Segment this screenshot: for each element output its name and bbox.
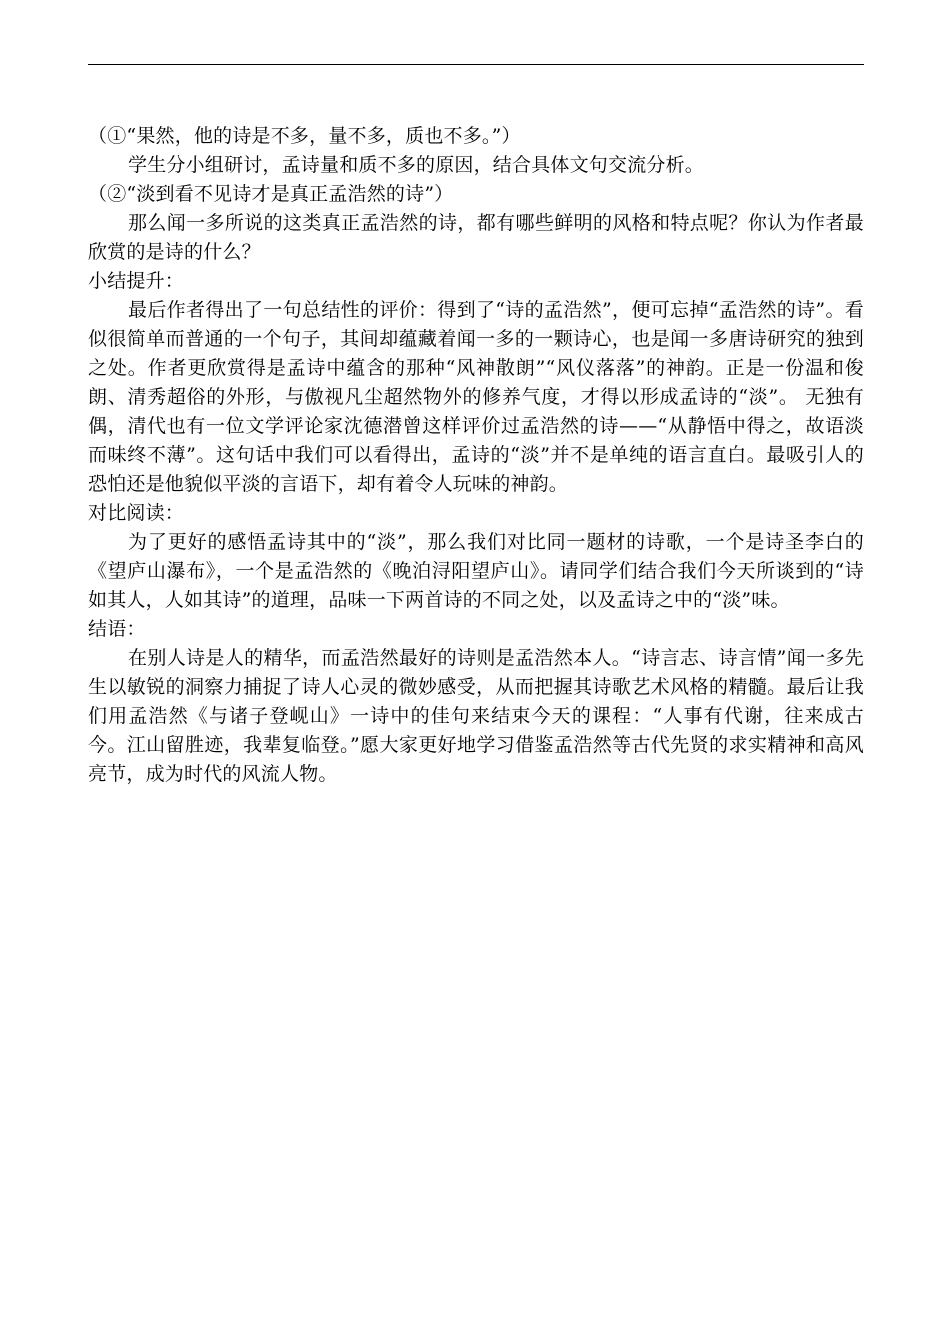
header-rule: [88, 64, 864, 65]
section-heading-conclusion: 结语：: [88, 618, 146, 640]
paragraph-quote-1: （①“果然，他的诗是不多，量不多，质也不多。”）: [88, 125, 521, 147]
section-heading-summary: 小结提升：: [88, 270, 185, 292]
paragraph-quote-2: （②“淡到看不见诗才是真正孟浩然的诗”）: [88, 183, 454, 205]
paragraph-summary: 最后作者得出了一句总结性的评价：得到了“诗的孟浩然”，便可忘掉“孟浩然的诗”。看似很简单而普通的一个句子，其间却蕴藏着闻一多的一颗诗心，也是闻一多唐诗研究的独到之处。作者更欣赏得是孟诗中蕴含的那种“风神散朗”“风仪落落”的神韵。正是一份温和俊朗、清秀超俗的外形，与傲视凡尘超然物外的修养气度，才得以形成孟诗的“淡”。 无独有偶，清代也有一位文学评论家沈德潜曾这样评价过孟浩然的诗——“从静悟中得之，故语淡而味终不薄”。这句话中我们可以看得出，孟诗的“淡”并不是单纯的语言直白。最吸引人的恐怕还是他貌似平淡的言语下，却有着令人玩味的神韵。: [88, 299, 864, 495]
paragraph-group-discussion: 学生分小组研讨，孟诗量和质不多的原因，结合具体文句交流分析。: [128, 154, 705, 176]
document-body: [88, 122, 864, 789]
section-heading-comparison: 对比阅读：: [88, 502, 185, 524]
paragraph-comparison: 为了更好的感悟孟诗其中的“淡”，那么我们对比同一题材的诗歌，一个是诗圣李白的《望庐山瀑布》，一个是孟浩然的《晚泊浔阳望庐山》。请同学们结合我们今天所谈到的“诗如其人，人如其诗”的道理，品味一下两首诗的不同之处，以及孟诗之中的“淡”味。: [88, 531, 864, 611]
paragraph-question: 那么闻一多所说的这类真正孟浩然的诗，都有哪些鲜明的风格和特点呢？你认为作者最欣赏的是诗的什么？: [88, 212, 864, 263]
paragraph-conclusion: 在别人诗是人的精华，而孟浩然最好的诗则是孟浩然本人。“诗言志、诗言情”闻一多先生以敏锐的洞察力捕捉了诗人心灵的微妙感受，从而把握其诗歌艺术风格的精髓。最后让我们用孟浩然《与诸子登岘山》一诗中的佳句来结束今天的课程：“人事有代谢，往来成古今。江山留胜迹，我辈复临登。”愿大家更好地学习借鉴孟浩然等古代先贤的求实精神和高风亮节，成为时代的风流人物。: [88, 647, 864, 785]
